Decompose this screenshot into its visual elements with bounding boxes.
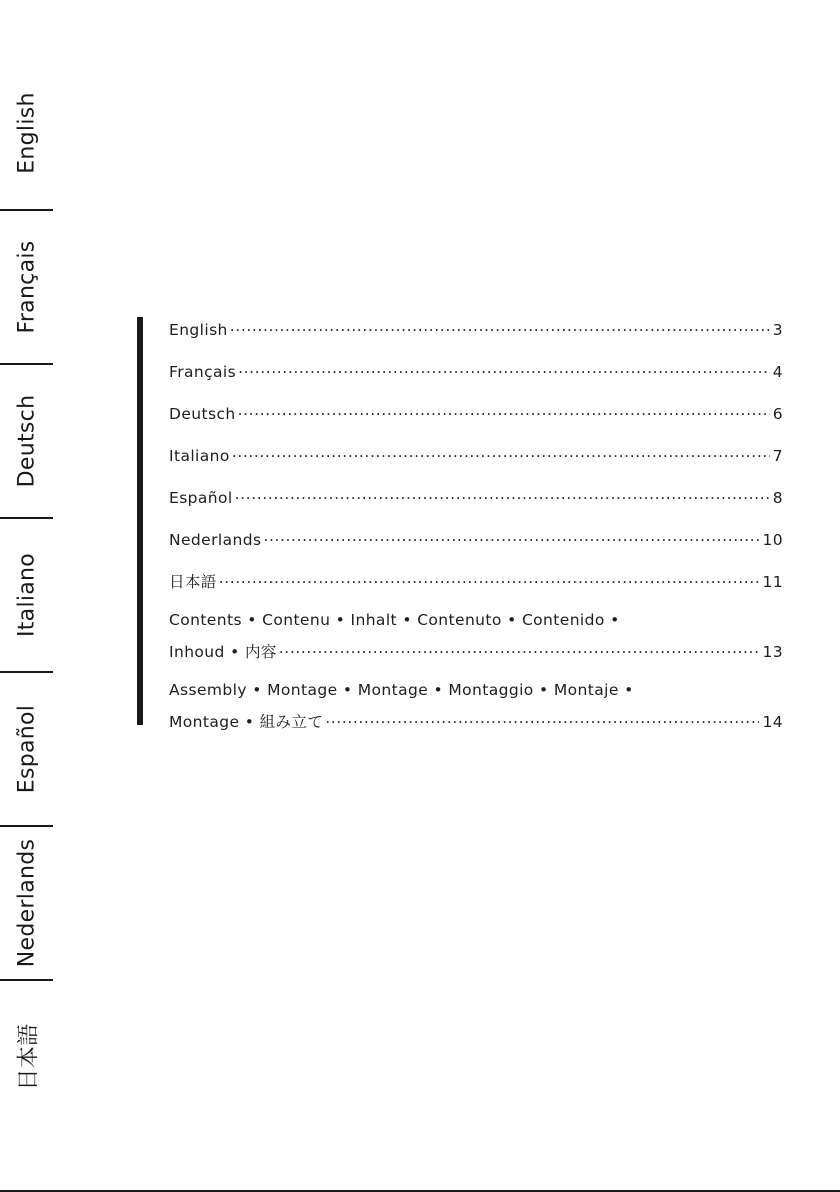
toc-page-number: 8 [772, 489, 783, 507]
toc-entry-assembly[interactable] [169, 681, 783, 731]
toc-page-number: 3 [772, 321, 783, 339]
toc-page-number: 13 [762, 643, 783, 661]
tab-nederlands[interactable] [0, 828, 54, 978]
toc-leader-dots [219, 569, 760, 587]
tab-label: Français [14, 240, 40, 334]
tab-italiano[interactable] [0, 520, 54, 670]
toc-entry-title: Nederlands [169, 531, 262, 549]
toc-entry-deutsch[interactable] [169, 401, 783, 423]
tab-label: Nederlands [14, 838, 40, 968]
toc-entry-italiano[interactable] [169, 443, 783, 465]
toc-leader-dots [279, 639, 760, 657]
tab-english[interactable] [0, 58, 54, 208]
toc-entry-title: Contents • Contenu • Inhalt • Contenuto • Contenido • [169, 611, 620, 629]
toc-entry-title-continued: Inhoud • 内容 [169, 643, 277, 661]
tab-francais[interactable] [0, 212, 54, 362]
toc-page-number: 14 [762, 713, 783, 731]
toc-leader-dots [238, 401, 770, 419]
tab-label: 日本語 [16, 1023, 42, 1091]
tab-divider [0, 209, 53, 211]
tab-divider [0, 363, 53, 365]
toc-entry-title: 日本語 [169, 573, 217, 591]
toc-entry-japanese[interactable] [169, 569, 783, 591]
toc-page-number: 4 [772, 363, 783, 381]
tab-label: Italiano [14, 552, 40, 638]
toc-entry-nederlands[interactable] [169, 527, 783, 549]
tab-divider [0, 517, 53, 519]
toc-leader-dots [230, 317, 770, 335]
toc-entry-title: English [169, 321, 228, 339]
tab-divider [0, 825, 53, 827]
toc-accent-bar [137, 317, 143, 725]
toc-entry-francais[interactable] [169, 359, 783, 381]
tab-divider [0, 979, 53, 981]
toc-leader-dots [238, 359, 770, 377]
tab-espanol[interactable] [0, 674, 54, 824]
toc-leader-dots [235, 485, 770, 503]
toc-page-number: 6 [772, 405, 783, 423]
toc-entry-title: Français [169, 363, 237, 381]
tab-label: Español [14, 704, 40, 794]
tab-deutsch[interactable] [0, 366, 54, 516]
toc-entry-title: Español [169, 489, 233, 507]
tab-label: English [14, 92, 40, 174]
table-of-contents [137, 317, 787, 731]
toc-entry-espanol[interactable] [169, 485, 783, 507]
tab-label: Deutsch [14, 394, 40, 488]
toc-page-number: 10 [762, 531, 783, 549]
toc-entry-english[interactable] [169, 317, 783, 339]
tab-divider [0, 671, 53, 673]
language-tab-strip [0, 0, 60, 1192]
toc-leader-dots [325, 709, 759, 727]
tab-japanese[interactable] [0, 982, 54, 1132]
toc-leader-dots [263, 527, 759, 545]
toc-leader-dots [232, 443, 770, 461]
toc-page-number: 7 [772, 447, 783, 465]
toc-entry-title: Assembly • Montage • Montage • Montaggio • Montaje • [169, 681, 634, 699]
toc-entry-title-continued: Montage • 組み立て [169, 713, 324, 731]
toc-page-number: 11 [762, 573, 783, 591]
toc-entry-contents[interactable] [169, 611, 783, 661]
toc-entry-title: Deutsch [169, 405, 236, 423]
toc-entry-title: Italiano [169, 447, 230, 465]
